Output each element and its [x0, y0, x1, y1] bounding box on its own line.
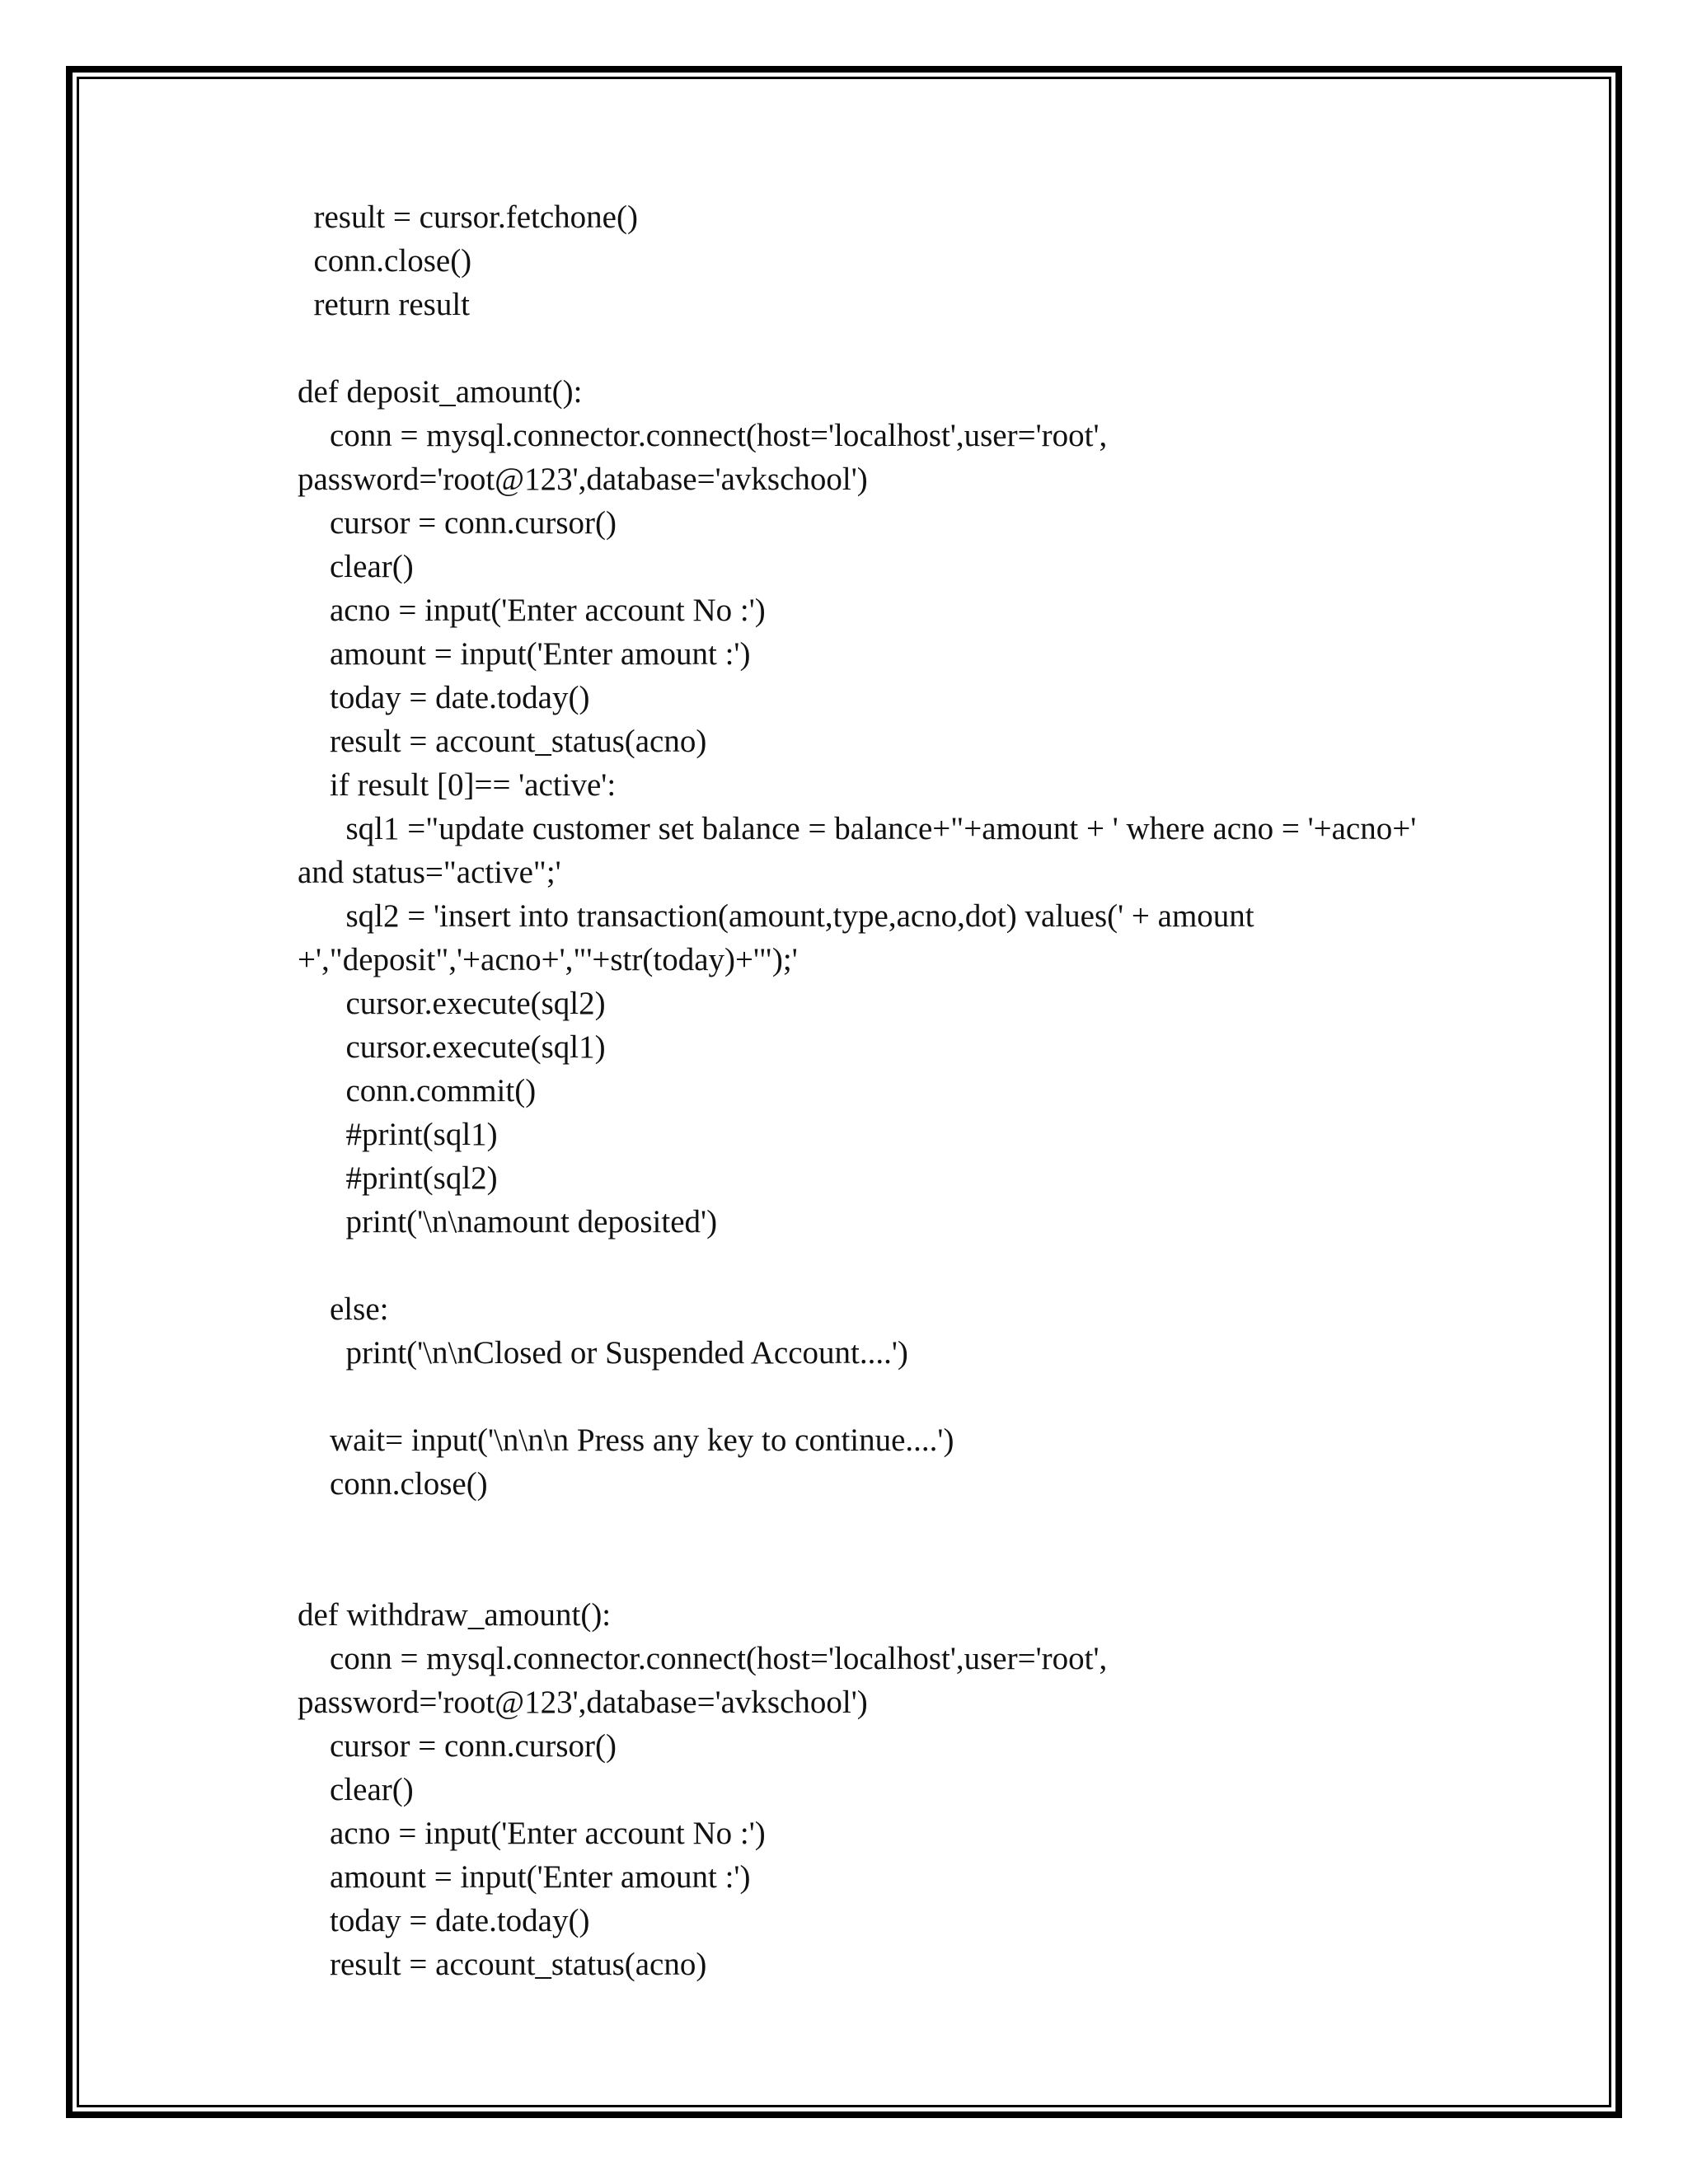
code-line: amount = input('Enter amount :'): [298, 1859, 751, 1895]
code-listing: [298, 195, 1517, 1986]
code-line: and status="active";': [298, 855, 561, 890]
code-line: [298, 326, 1517, 370]
code-line: today = date.today(): [298, 1903, 590, 1938]
code-line: amount = input('Enter amount :'): [298, 636, 751, 672]
code-line: wait= input('\n\n\n Press any key to continue....'): [298, 1422, 954, 1458]
code-line: acno = input('Enter account No :'): [298, 593, 766, 628]
code-line: sql1 ="update customer set balance = balance+"+amount + ' where acno = '+acno+': [298, 811, 1417, 846]
code-line: result = account_status(acno): [298, 1947, 707, 1982]
code-line: acno = input('Enter account No :'): [298, 1816, 766, 1851]
code-line: result = account_status(acno): [298, 724, 707, 759]
code-line: conn.close(): [298, 243, 472, 279]
code-line: #print(sql2): [298, 1160, 498, 1196]
code-line: def deposit_amount():: [298, 374, 583, 410]
code-line: cursor = conn.cursor(): [298, 505, 617, 541]
code-line: if result [0]== 'active':: [298, 767, 617, 803]
code-line: #print(sql1): [298, 1117, 498, 1152]
code-line: password='root@123',database='avkschool'): [298, 462, 868, 497]
code-line: return result: [298, 287, 471, 322]
code-line: print('\n\nClosed or Suspended Account....'): [298, 1335, 908, 1371]
code-line: cursor = conn.cursor(): [298, 1728, 617, 1764]
code-line: else:: [298, 1291, 389, 1327]
code-line: sql2 = 'insert into transaction(amount,type,acno,dot) values(' + amount: [298, 898, 1254, 934]
code-line: [298, 1549, 1517, 1593]
code-line: [298, 1375, 1517, 1418]
code-line: print('\n\namount deposited'): [298, 1204, 718, 1240]
code-line: conn = mysql.connector.connect(host='localhost',user='root',: [298, 418, 1108, 453]
code-line: cursor.execute(sql1): [298, 1029, 606, 1065]
code-line: conn.close(): [298, 1466, 488, 1502]
code-line: result = cursor.fetchone(): [298, 199, 638, 235]
code-line: +',"deposit",'+acno+',"'+str(today)+'");': [298, 942, 798, 977]
code-line: clear(): [298, 1772, 414, 1807]
code-line: def withdraw_amount():: [298, 1597, 612, 1633]
code-line: cursor.execute(sql2): [298, 986, 606, 1021]
code-line: conn.commit(): [298, 1073, 537, 1108]
code-line: today = date.today(): [298, 680, 590, 715]
code-line: clear(): [298, 549, 414, 584]
code-line: password='root@123',database='avkschool'): [298, 1685, 868, 1720]
code-line: conn = mysql.connector.connect(host='localhost',user='root',: [298, 1641, 1108, 1676]
code-line: [298, 1244, 1517, 1287]
code-line: [298, 1506, 1517, 1549]
